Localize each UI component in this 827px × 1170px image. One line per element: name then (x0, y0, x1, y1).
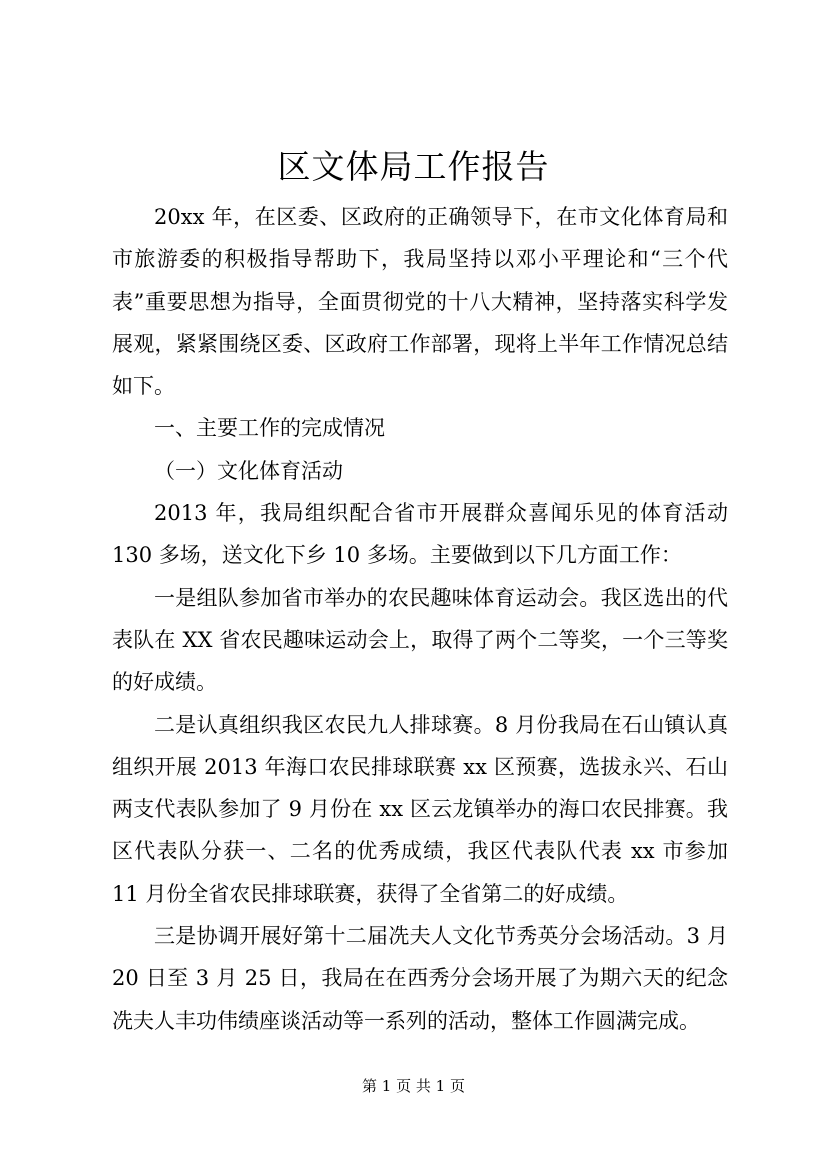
page-footer: 第 1 页 共 1 页 (362, 1077, 465, 1095)
section-heading-1: 一、主要工作的完成情况 (154, 416, 385, 441)
document-title: 区文体局工作报告 (277, 147, 550, 186)
paragraph-item-1: 一是组队参加省市举办的农民趣味体育运动会。我区选出的代表队在 XX 省农民趣味运动会上，取得了两个二等奖，一个三等奖的好成绩。 (112, 585, 728, 695)
subsection-heading-1: （一）文化体育活动 (154, 458, 343, 483)
paragraph-item-3: 三是协调开展好第十二届冼夫人文化节秀英分会场活动。3 月 20 日至 3 月 25 日，我局在在西秀分会场开展了为期六天的纪念冼夫人丰功伟绩座谈活动等一系列的活动，整体工作圆满完成。 (112, 924, 728, 1033)
paragraph-activities-summary: 2013 年，我局组织配合省市开展群众喜闻乐见的体育活动 130 多场，送文化下乡 10 多场。主要做到以下几方面工作： (112, 501, 728, 568)
paragraph-intro: 20xx 年，在区委、区政府的正确领导下，在市文化体育局和市旅游委的积极指导帮助下，我局坚持以邓小平理论和“三个代表”重要思想为指导，全面贯彻党的十八大精神，坚持落实科学发展观，紧紧围绕区委、区政府工作部署，现将上半年工作情况总结如下。 (112, 205, 728, 399)
paragraph-item-2: 二是认真组织我区农民九人排球赛。8 月份我局在石山镇认真组织开展 2013 年海口农民排球联赛 xx 区预赛，选拔永兴、石山两支代表队参加了 9 月份在 xx 区云龙镇举办的海口农民排赛。我区代表队分获一、二名的优秀成绩，我区代表队代表 xx 市参加 11 月份全省农民排球联赛，获得了全省第二的好成绩。 (112, 712, 728, 906)
document-body (112, 196, 728, 1042)
